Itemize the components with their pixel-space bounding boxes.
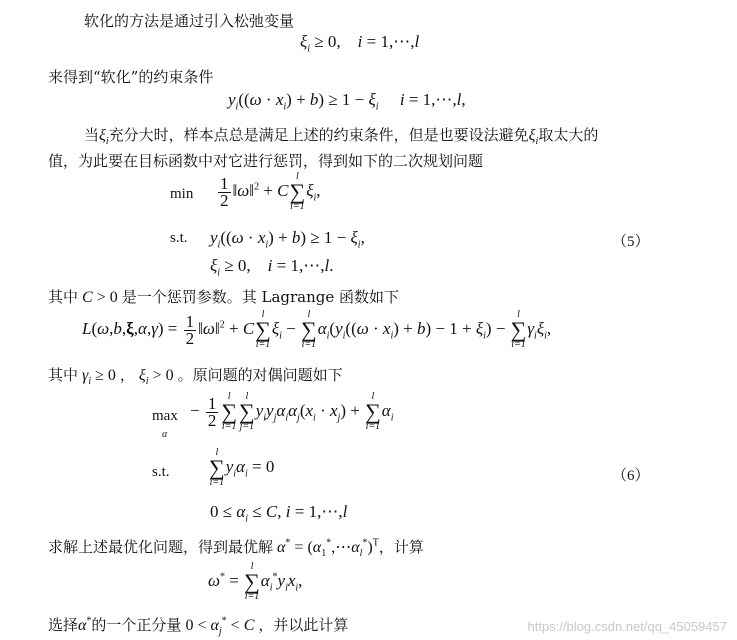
formula-omega-star: ω* = l ∑ i=1 $\alpha_i^*y_ix_i$, — [208, 561, 303, 602]
label-st-1: s.t. — [170, 230, 188, 246]
formula-lagrange: L(ω,b,ξ,α,γ) = $\frac{1}{2}$ ‖ω‖$^2$ + C l ∑ i=1 $\xi_i$ − l ∑ i=1 $\alpha_i(y_i((\omega \cdot x_i) + b) - 1 + \xi_i)$ − l ∑ i=1 $\gamma_i\xi_i$, — [82, 309, 552, 350]
text-p3b: 充分大时，样本点总是满足上述的约束条件，但是也要设法避免 — [108, 126, 529, 144]
paragraph-7: 求解上述最优化问题，得到最优解 $\alpha^* = (\alpha_1^*,\cdots\alpha_l^*)^T$，计算 — [48, 537, 424, 560]
text-p6a: 其中 — [48, 366, 79, 384]
text-p5b: 是一个惩罚参数。其 Lagrange 函数如下 — [121, 288, 400, 306]
label-min: min — [170, 186, 194, 202]
paragraph-5: 其中 C > 0 是一个惩罚参数。其 Lagrange 函数如下 — [48, 288, 400, 306]
text-p3a: 当 — [84, 126, 100, 144]
paragraph-2 — [48, 66, 213, 87]
paragraph-4 — [48, 150, 483, 171]
text-p6c: 。原问题的对偶问题如下 — [177, 366, 343, 384]
formula-objective: $\frac{1}{2}$ ‖ω‖$^2$ + C l ∑ i=1 $\xi_i$, — [220, 171, 321, 212]
text-p8b: 的一个正分量 — [91, 616, 182, 634]
text-p8a: 选择 — [48, 616, 79, 634]
label-st-2: s.t. — [152, 464, 170, 480]
text-p7b: ，计算 — [378, 538, 424, 556]
paragraph-6: 其中 $\gamma_i \ge 0$ ， $\xi_i > 0$ 。原问题的对偶问题如下 — [48, 366, 343, 388]
formula-dual-objective: − $\frac{1}{2}$ l ∑ i=1 l ∑ j=1 $y_iy_j\alpha_i\alpha_j(x_i \cdot x_j)$ + l ∑ i=1 $\alpha_i$ — [190, 391, 394, 432]
paragraph-3: 当$\xi_i$充分大时，样本点总是满足上述的约束条件，但是也要设法避免$\xi_i$取太大的 — [84, 126, 599, 148]
text-p4: 值，为此要在目标函数中对它进行惩罚，得到如下的二次规划问题 — [48, 152, 484, 170]
formula-dual-constraint-1: l ∑ i=1 $y_i\alpha_i = 0$ — [209, 447, 275, 488]
text-p5a: 其中 — [48, 288, 79, 306]
text-p2: 来得到“软化”的约束条件 — [48, 68, 214, 86]
text-p6b: ， — [119, 366, 135, 384]
text-p1: 软化的方法是通过引入松弛变量 — [84, 12, 295, 30]
formula-st-slack: $\xi_i \ge 0$, i = 1,⋯,l. — [210, 256, 334, 279]
text-p7a: 求解上述最优化问题，得到最优解 — [48, 538, 274, 556]
paragraph-8: 选择α*的一个正分量 $0 < \alpha_j^* < C$ ，并以此计算 — [48, 615, 349, 638]
formula-slack: $\xi_i \ge 0$, i = 1,⋯,l — [300, 32, 420, 55]
label-max-text: max — [152, 408, 178, 424]
formula-st-constraint: $y_i((\omega \cdot x_i) + b) \ge 1 - \xi_i$, — [210, 228, 365, 251]
watermark: https://blog.csdn.net/qq_45059457 — [527, 619, 727, 634]
paragraph-1 — [84, 10, 294, 31]
equation-number-6: （6） — [612, 468, 650, 484]
equation-number-5: （5） — [612, 234, 650, 250]
text-p8c: ，并以此计算 — [258, 616, 349, 634]
label-max: max α — [152, 408, 178, 440]
formula-constraint: $y_i((\omega \cdot x_i) + b) \ge 1 - \xi_i$ i = 1,⋯,l, — [228, 90, 466, 113]
text-p3c: 取太大的 — [538, 126, 599, 144]
formula-dual-constraint-2: $0 \le \alpha_i \le C$, i = 1,⋯,l — [210, 502, 348, 525]
